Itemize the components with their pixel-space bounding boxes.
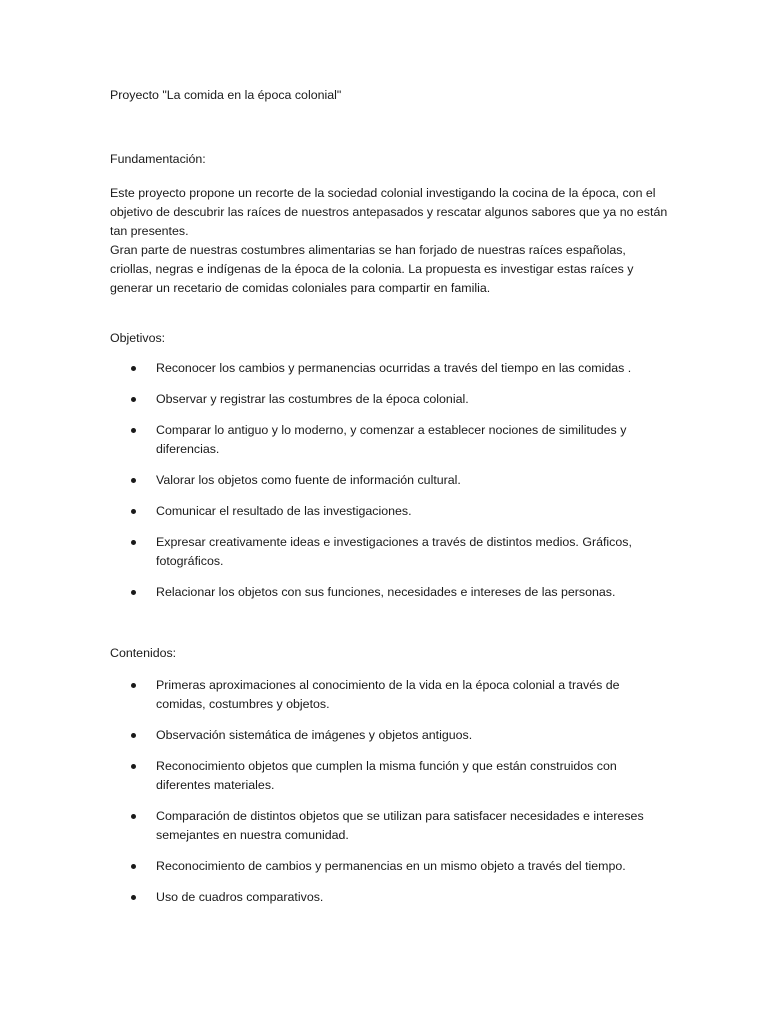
objetivo-text: Relacionar los objetos con sus funciones, necesidades e intereses de las personas. bbox=[156, 585, 616, 599]
fundamentacion-heading: Fundamentación: bbox=[110, 152, 206, 166]
list-item bbox=[110, 726, 656, 745]
bullet-icon bbox=[131, 397, 136, 402]
list-item bbox=[110, 390, 656, 409]
list-item bbox=[110, 471, 656, 490]
bullet-icon bbox=[131, 540, 136, 545]
contenido-text: Uso de cuadros comparativos. bbox=[156, 890, 324, 904]
bullet-icon bbox=[131, 733, 136, 738]
contenido-text: Primeras aproximaciones al conocimiento de la vida en la época colonial a través de comidas, costumbres y objetos. bbox=[156, 678, 620, 711]
document-title: Proyecto "La comida en la época colonial" bbox=[110, 88, 342, 102]
list-item bbox=[110, 502, 656, 521]
list-item bbox=[110, 807, 656, 845]
objetivo-text: Reconocer los cambios y permanencias ocurridas a través del tiempo en las comidas . bbox=[156, 361, 632, 375]
bullet-icon bbox=[131, 683, 136, 688]
list-item bbox=[110, 888, 656, 907]
objetivo-text: Valorar los objetos como fuente de información cultural. bbox=[156, 473, 461, 487]
contenido-text: Comparación de distintos objetos que se utilizan para satisfacer necesidades e intereses semejantes en nuestra comunidad. bbox=[156, 809, 644, 842]
objetivos-heading: Objetivos: bbox=[110, 331, 166, 345]
bullet-icon bbox=[131, 895, 136, 900]
objetivos-list bbox=[110, 359, 670, 614]
contenido-text: Observación sistemática de imágenes y objetos antiguos. bbox=[156, 728, 473, 742]
bullet-icon bbox=[131, 366, 136, 371]
objetivo-text: Comunicar el resultado de las investigaciones. bbox=[156, 504, 412, 518]
list-item bbox=[110, 533, 656, 571]
bullet-icon bbox=[131, 428, 136, 433]
contenidos-list bbox=[110, 676, 670, 919]
list-item bbox=[110, 757, 656, 795]
list-item bbox=[110, 583, 656, 602]
bullet-icon bbox=[131, 590, 136, 595]
contenido-text: Reconocimiento objetos que cumplen la misma función y que están construidos con diferentes materiales. bbox=[156, 759, 617, 792]
list-item bbox=[110, 421, 656, 459]
bullet-icon bbox=[131, 478, 136, 483]
bullet-icon bbox=[131, 764, 136, 769]
list-item bbox=[110, 676, 656, 714]
bullet-icon bbox=[131, 814, 136, 819]
list-item bbox=[110, 359, 656, 378]
bullet-icon bbox=[131, 864, 136, 869]
objetivo-text: Expresar creativamente ideas e investigaciones a través de distintos medios. Gráficos, fotográficos. bbox=[156, 535, 632, 568]
objetivo-text: Comparar lo antiguo y lo moderno, y comenzar a establecer nociones de similitudes y diferencias. bbox=[156, 423, 627, 456]
fundamentacion-paragraph-1: Este proyecto propone un recorte de la sociedad colonial investigando la cocina de la época, con el objetivo de descubrir las raíces de nuestros antepasados y rescatar algunos sabores que ya no están tan presentes. bbox=[110, 186, 668, 238]
contenido-text: Reconocimiento de cambios y permanencias en un mismo objeto a través del tiempo. bbox=[156, 859, 626, 873]
bullet-icon bbox=[131, 509, 136, 514]
fundamentacion-paragraph-2: Gran parte de nuestras costumbres alimentarias se han forjado de nuestras raíces españolas, criollas, negras e indígenas de la época de la colonia. La propuesta es investigar estas raíces y generar un recetario de comidas coloniales para compartir en familia. bbox=[110, 243, 634, 295]
contenidos-heading: Contenidos: bbox=[110, 646, 177, 660]
objetivo-text: Observar y registrar las costumbres de la época colonial. bbox=[156, 392, 469, 406]
list-item bbox=[110, 857, 656, 876]
